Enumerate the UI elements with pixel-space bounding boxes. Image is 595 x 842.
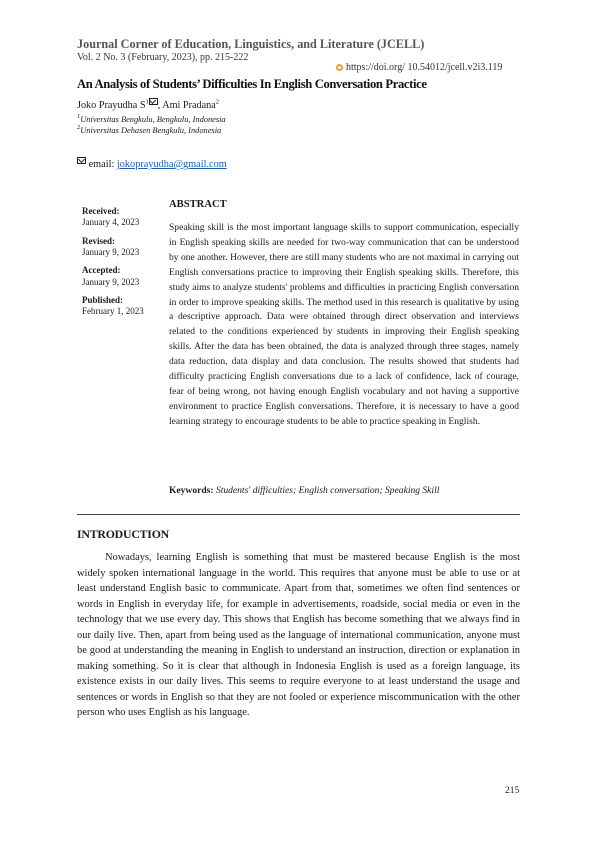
- doi-link[interactable]: https://doi.org/ 10.54012/jcell.v2i3.119: [346, 62, 503, 73]
- envelope-icon: [149, 98, 158, 105]
- email-link[interactable]: jokoprayudha@gmail.com: [116, 159, 227, 170]
- authors: [77, 98, 219, 111]
- envelope-icon: [77, 157, 86, 164]
- abstract-text: Speaking skill is the most important language skills to support communication, especially in English speaking skills are needed for two-way communication that can be understood by one another. However, there are still many students who are not maximal in carrying out English conversations practice to improving their English speaking skills. Therefore, this study aims to analyze students' problems and difficulties in practicing English conversation in order to improve speaking skills. The method used in this research is qualitative by using a descriptive approach. Data were obtained through direct observation and interviews related to the conditions experienced by students in improving their English speaking skills. After the data has been obtained, the data is analyzed through three stages, namely data reduction, data display and data conclusion. The results showed that students had difficulty practicing English conversations due to a lack of confidence, lack of courage, fear of being wrong, not having enough English vocabulary and not having a supportive environment to practice English conversations. Therefore, it is necessary to have a good learning strategy to encourage students to be able to practice speaking in English.: [169, 222, 519, 427]
- keywords: [169, 485, 439, 496]
- section-divider: [77, 514, 520, 515]
- journal-name: Journal Corner of Education, Linguistics, and Literature (JCELL): [77, 37, 425, 51]
- doi-line: [336, 62, 502, 73]
- affiliation-sup: 2: [77, 124, 81, 131]
- volume-info: Vol. 2 No. 3 (February, 2023), pp. 215-222: [77, 52, 249, 63]
- keywords-label: Keywords:: [169, 485, 214, 496]
- date-value: February 1, 2023: [82, 306, 144, 317]
- page-number: 215: [505, 786, 520, 796]
- date-value: January 9, 2023: [82, 246, 140, 257]
- author-name: Joko Prayudha S: [77, 100, 146, 111]
- email-label: email:: [88, 159, 117, 170]
- date-published: [82, 295, 162, 317]
- article-dates: [82, 206, 162, 325]
- date-revised: [82, 236, 162, 258]
- date-label: Accepted:: [82, 265, 121, 276]
- author-sup: 2: [215, 98, 219, 106]
- abstract-heading: ABSTRACT: [169, 199, 227, 210]
- introduction-heading: INTRODUCTION: [77, 527, 169, 541]
- email-row: [77, 157, 227, 170]
- date-label: Revised:: [82, 235, 115, 246]
- affiliation: [77, 124, 221, 135]
- date-accepted: [82, 265, 162, 287]
- affiliation-sup: 1: [77, 113, 81, 120]
- introduction-body: [77, 550, 520, 721]
- affiliation: [77, 113, 226, 124]
- date-received: [82, 206, 162, 228]
- affiliation-text: Universitas Dehasen Bengkulu, Indonesia: [80, 125, 222, 135]
- author-name: , Ami Pradana: [157, 100, 216, 111]
- doi-icon: [336, 64, 343, 71]
- article-title: An Analysis of Students’ Difficulties In English Conversation Practice: [77, 77, 427, 91]
- author-sup: 1: [145, 98, 149, 106]
- date-label: Received:: [82, 206, 120, 216]
- date-label: Published:: [82, 295, 124, 306]
- affiliation-text: Universitas Bengkulu, Bengkulu, Indonesia: [80, 114, 226, 124]
- date-value: January 9, 2023: [82, 276, 140, 287]
- date-value: January 4, 2023: [82, 217, 140, 228]
- introduction-paragraph: Nowadays, learning English is something that must be mastered because English is the most widely spoken international language in the world. This requires that anyone must be able to use or at least understand English basic to communicate. Apart from that, sometimes we often find sentences or words in English in everyday life, for example in advertisements, roadside, social media or even in the technology that we use every day. This shows that English has become something that we always find in our daily live. Then, apart from being used as the language of international communication, anyone must be good at understanding the meaning in English to understand an instruction, direction or explanation in making something. So it is clear that although in Indonesia English is used as a foreign language, its existence exists in our daily lives. This seems to require everyone to at least understand the usage and sentences or words in English so that they are not fooled or experience miscommunication with the other person who uses English as his language.: [77, 552, 520, 719]
- keywords-text: Students' difficulties; English conversation; Speaking Skill: [215, 485, 440, 496]
